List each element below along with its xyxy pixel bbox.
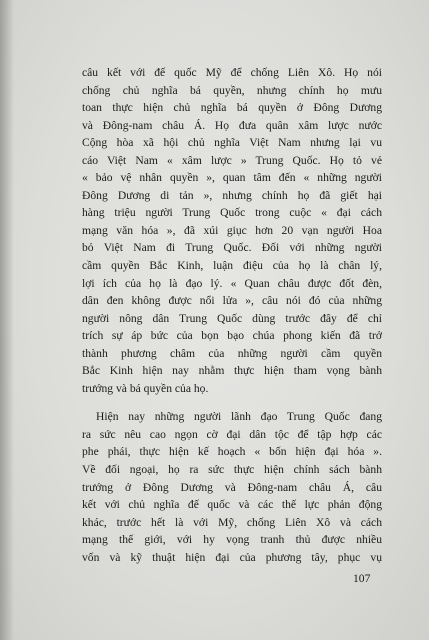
text-line: trích sự áp bức của bọn bạo chúa phong kiến đã trở (82, 329, 382, 343)
text-line: người nông dân Trung Quốc dùng trước đây để chỉ (82, 311, 382, 325)
paragraph-2 (82, 408, 382, 566)
text-line: bỏ Việt Nam đi Trung Quốc. Đối với những người (82, 241, 382, 255)
text-line: dân đen không được nổi lửa », câu nói đó của những (82, 294, 382, 308)
text-line: « bảo vệ nhân quyền », quan tâm đến « những người (82, 171, 382, 185)
text-line: Đông Dương di tản », nhưng chính họ đã giết hại (82, 188, 382, 202)
text-line: Bắc Kinh hiện nay nhằm thực hiện tham vọng bành (82, 364, 382, 378)
text-line: chống chủ nghĩa bá quyền, nhưng chính họ mưu (82, 83, 382, 97)
text-line: khác, trước hết là với Mỹ, chống Liên Xô và cách (82, 515, 382, 529)
text-line: trướng và bá quyền của họ. (82, 381, 209, 395)
paragraph-1 (82, 64, 382, 397)
text-line: Hiện nay những người lãnh đạo Trung Quốc đang (96, 410, 382, 424)
text-line: vốn và kỹ thuật hiện đại của phương tây, phục vụ (82, 550, 382, 564)
text-line: mạng văn hóa », đã xúi giục hơn 20 vạn người Hoa (82, 223, 382, 237)
text-line: mạng thế giới, với hy vọng tranh thủ được nhiều (82, 533, 382, 547)
text-line: phe phái, thực hiện kế hoạch « bốn hiện đại hóa ». (82, 445, 382, 459)
text-line: cầm quyền Bắc Kinh, luận điệu của họ là chân lý, (82, 259, 382, 273)
text-line: Về đối ngoại, họ ra sức thực hiện chính sách bành (82, 463, 382, 477)
text-line: trướng ở Đông Dương và Đông-nam châu Á, câu (82, 480, 382, 494)
page-body (82, 64, 382, 566)
text-line: Cộng hòa xã hội chủ nghĩa Việt Nam nhưng lại vu (82, 136, 382, 150)
text-line: ra sức nêu cao ngọn cờ đại dân tộc để tập hợp các (82, 427, 382, 441)
text-line: kết với chủ nghĩa đế quốc và các thế lực phản động (82, 498, 382, 512)
binding-shadow (0, 0, 14, 640)
text-line: câu kết với đế quốc Mỹ để chống Liên Xô. Họ nói (82, 66, 382, 79)
text-line: và Đông-nam châu Á. Họ đưa quân xâm lược nước (82, 118, 382, 132)
page-number: 107 (353, 572, 371, 585)
text-line: thành phương châm của những người cầm quyền (82, 346, 382, 360)
text-line: lợi ích của họ là đạo lý. « Quan châu được đốt đèn, (82, 276, 382, 290)
text-line: hàng triệu người Trung Quốc trong cuộc « đại cách (82, 206, 382, 220)
text-line: cáo Việt Nam « xâm lược » Trung Quốc. Họ tỏ vẻ (82, 153, 382, 167)
text-line: toan thực hiện chủ nghĩa bá quyền ở Đông Dương (82, 101, 382, 115)
